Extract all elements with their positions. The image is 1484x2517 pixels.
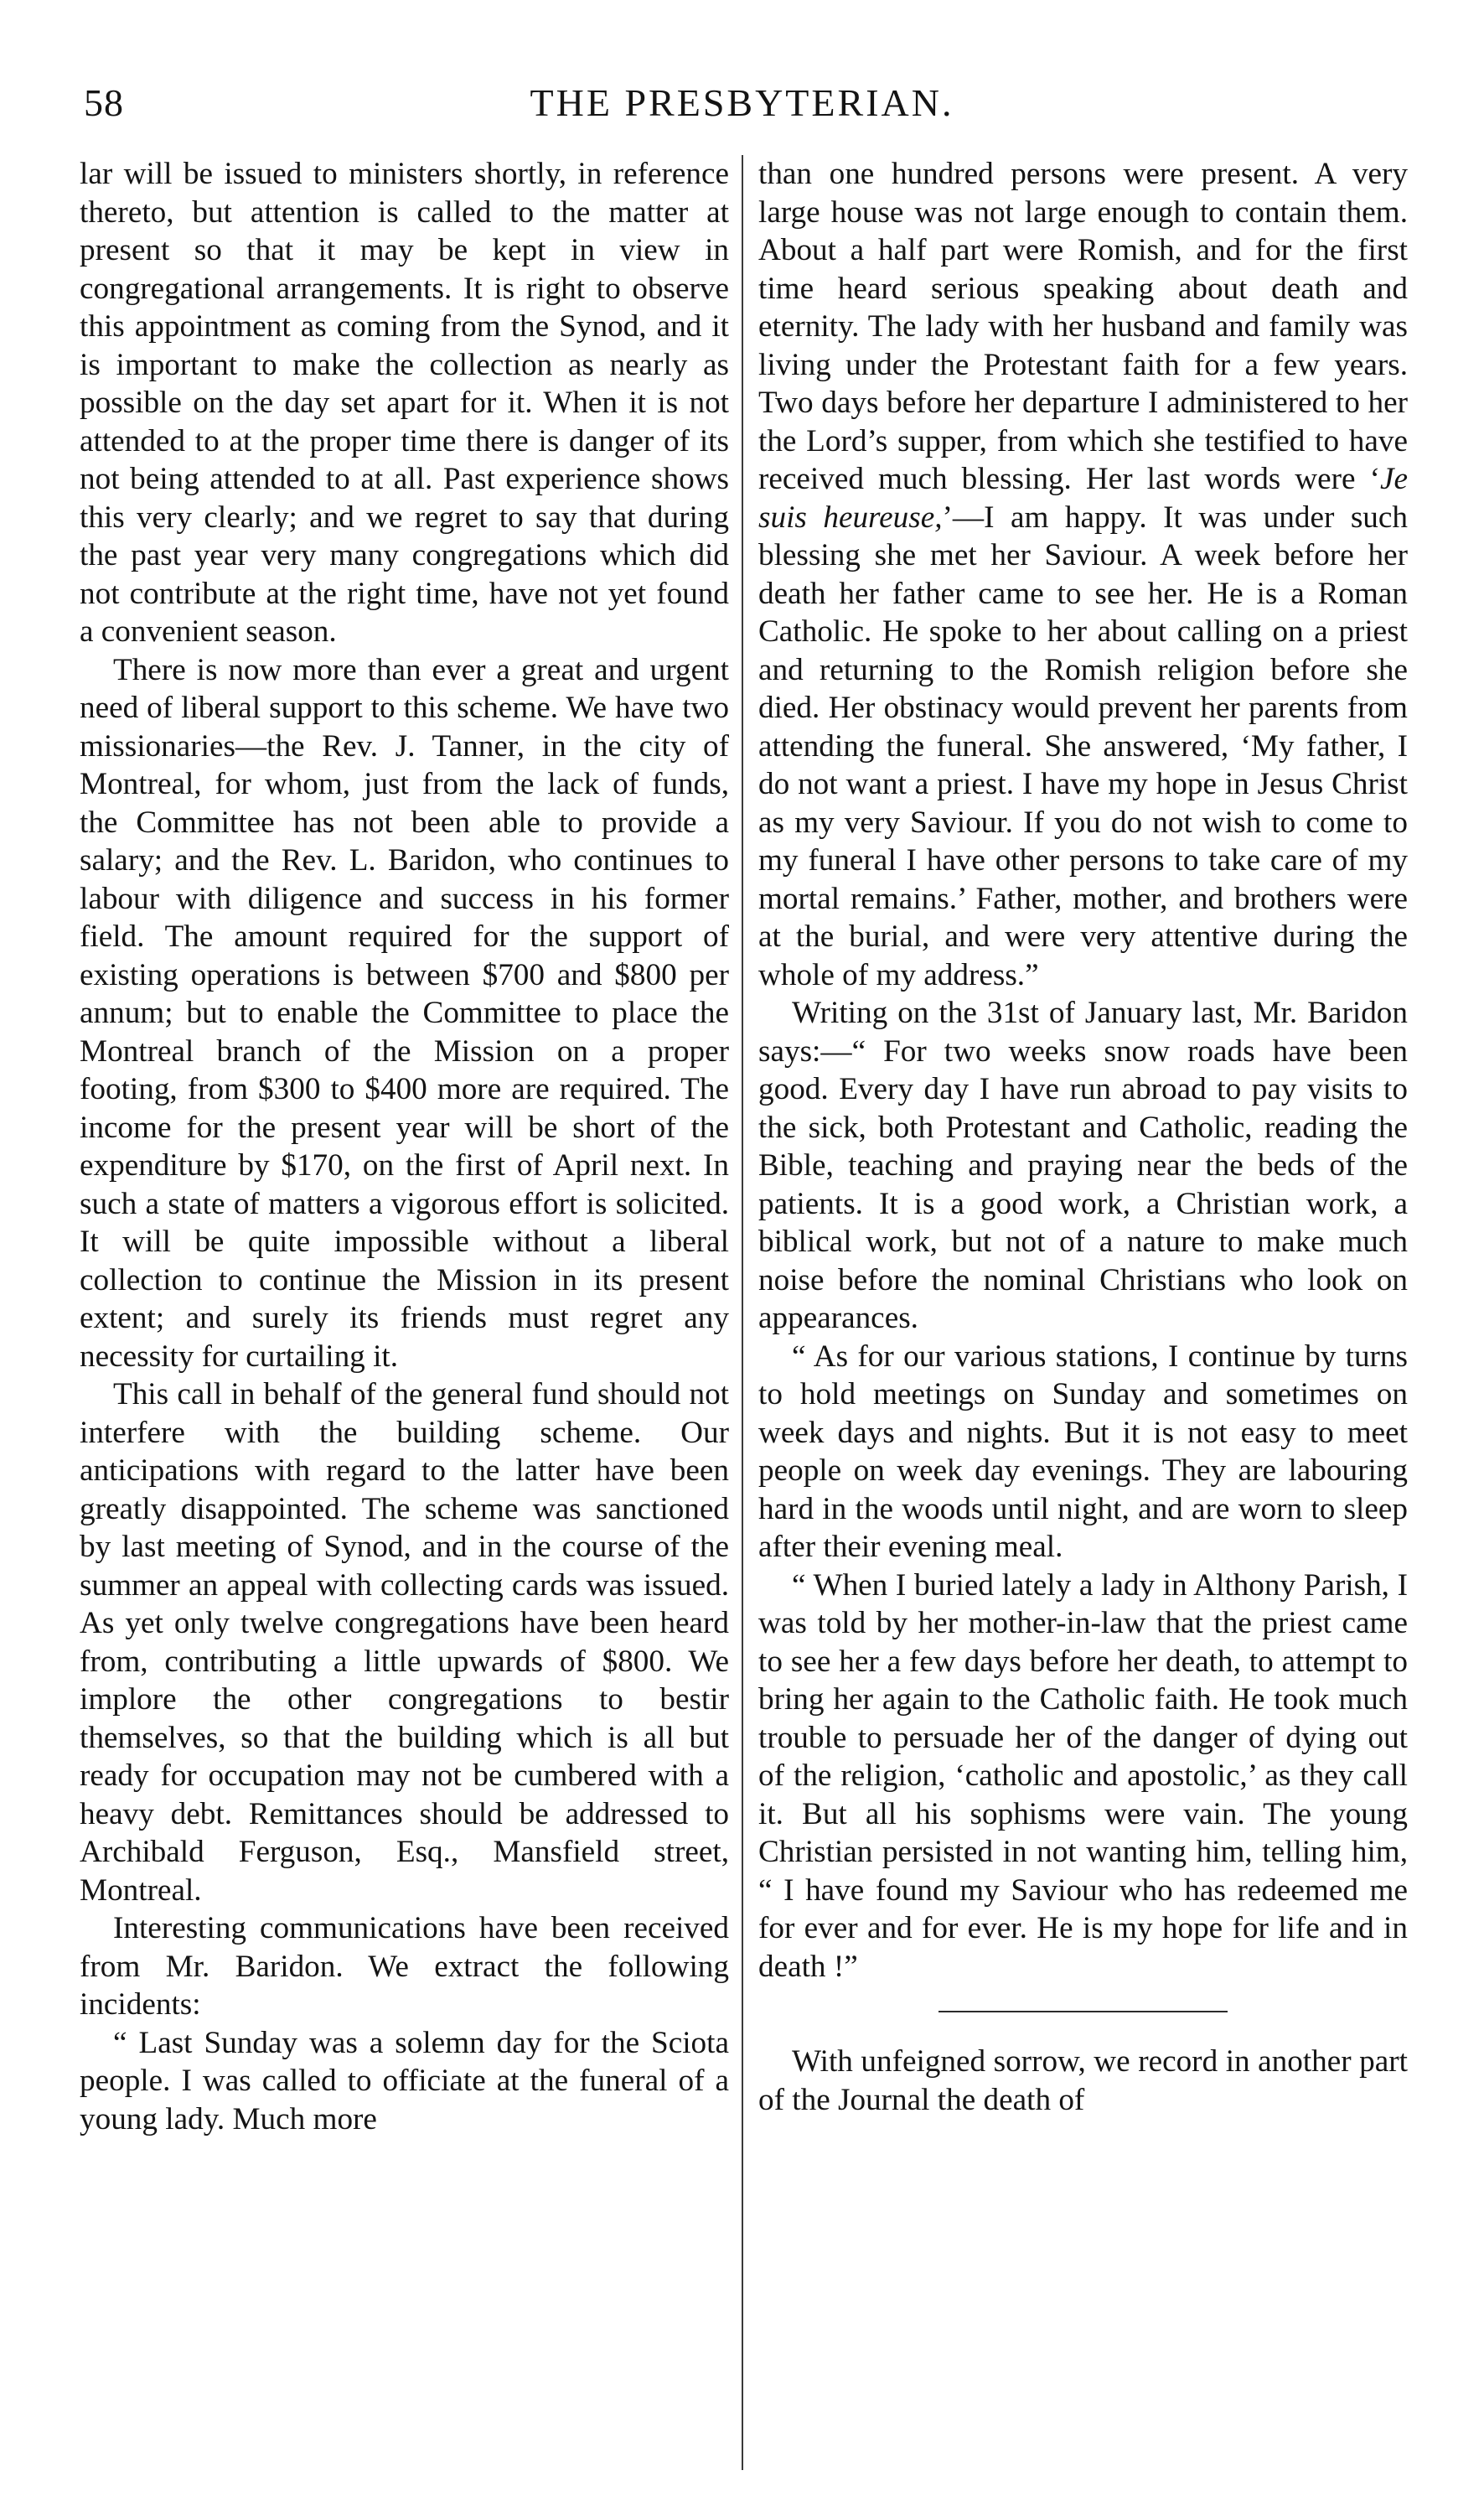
funeral-text-part-1: than one hundred persons were present. A very large house was not large enough to contain them. About a half part were Romish, and for the first time heard serious speaking about death and eternity. The lady with her husband and family was living under the Protestant faith for a few years. Two days before her departure I administered to her the Lord’s supper, from which she testified to have received much blessing. Her last words were ‘ bbox=[758, 157, 1408, 496]
french-quote: Je suis heureuse, bbox=[758, 462, 1408, 535]
paragraph-stations: “ As for our various stations, I continue by turns to hold meetings on Sunday and sometimes on week days and nights. But it is not easy to meet people on week day evenings. They are labouring hard in the woods until night, and are worn to sleep after their evening meal. bbox=[758, 1339, 1408, 1564]
paragraph-althony-burial: “ When I buried lately a lady in Althony Parish, I was told by her mother-in-law that the priest came to see her a few days before her death, to attempt to bring her again to the Catholic faith. He took much trouble to persuade her of the danger of dying out of the religion, ‘catholic and apostolic,’ as they call it. But all his sophisms were vain. The young Christian persisted in not wanting him, telling him, “ I have found my Saviour who has redeemed me for ever and for ever. He is my hope for life and in death !” bbox=[758, 1567, 1408, 1984]
right-column bbox=[758, 155, 1408, 2119]
section-divider bbox=[938, 2011, 1228, 2012]
paragraph-baridon-letter: Writing on the 31st of January last, Mr. Baridon says:—“ For two weeks snow roads have been good. Every day I have run abroad to pay visits to the sick, both Protestant and Catholic, reading the Bible, teaching and praying near the beds of the patients. It is a good work, a Christian work, a biblical work, but not of a nature to make much noise before the nominal Christians who look on appearances. bbox=[758, 996, 1408, 1335]
funeral-text-part-2: ’—I am happy. It was under such blessing she met her Saviour. A week before her death her father came to see her. He is a Roman Catholic. He spoke to her about calling on a priest and returning to the Romish religion before she died. Her obstinacy would prevent her parents from attending the funeral. She answered, ‘My father, I do not want a priest. I have my hope in Jesus Christ as my very Saviour. If you do not wish to come to my funeral I have other persons to take care of my mortal remains.’ Father, mother, and brothers were at the burial, and were very attentive during the whole of my address.” bbox=[758, 500, 1408, 992]
running-title: THE PRESBYTERIAN. bbox=[530, 81, 954, 124]
paragraph-communications: Interesting communications have been received from Mr. Baridon. We extract the following incidents: bbox=[80, 1911, 729, 2022]
paragraph-sciota-funeral: “ Last Sunday was a solemn day for the Sciota people. I was called to officiate at the funeral of a young lady. Much more bbox=[80, 2025, 729, 2136]
left-column bbox=[80, 155, 729, 2138]
page-header bbox=[84, 80, 1400, 127]
paragraph-missionaries: There is now more than ever a great and urgent need of liberal support to this scheme. We have two missionaries—the Rev. J. Tanner, in the city of Montreal, for whom, just from the lack of funds, the Committee has not been able to provide a salary; and the Rev. L. Baridon, who continues to labour with diligence and success in his former field. The amount required for the support of existing operations is between $700 and $800 per annum; but to enable the Committee to place the Montreal branch of the Mission on a proper footing, from $300 to $400 more are required. The income for the present year will be short of the expenditure by $170, on the first of April next. In such a state of matters a vigorous effort is solicited. It will be quite impossible without a liberal collection to continue the Mission in its present extent; and surely its friends must regret any necessity for curtailing it. bbox=[80, 652, 729, 1374]
paragraph-obituary-intro: With unfeigned sorrow, we record in another part of the Journal the death of bbox=[758, 2044, 1408, 2117]
page-number: 58 bbox=[84, 81, 124, 124]
column-divider bbox=[742, 155, 743, 2470]
paragraph-funeral-continued bbox=[758, 155, 1408, 994]
paragraph-building-scheme: This call in behalf of the general fund should not interfere with the building scheme. Our anticipations with regard to the latter have been greatly disappointed. The scheme was sanctioned by last meeting of Synod, and in the course of the summer an appeal with collecting cards was issued. As yet only twelve congregations have been heard from, contributing a little upwards of $800. We implore the other congregations to bestir themselves, so that the building which is all but ready for occupation may not be cumbered with a heavy debt. Remittances should be addressed to Archibald Ferguson, Esq., Mansfield street, Montreal. bbox=[80, 1377, 729, 1908]
paragraph-collection-appeal: lar will be issued to ministers shortly, in reference thereto, but attention is called to the matter at present so that it may be kept in view in congregational arrangements. It is right to observe this appointment as coming from the Synod, and it is important to make the collection as nearly as possible on the day set apart for it. When it is not attended to at the proper time there is danger of its not being attended to at all. Past experience shows this very clearly; and we regret to say that during the past year very many congregations which did not contribute at the right time, have not yet found a convenient season. bbox=[80, 157, 729, 649]
